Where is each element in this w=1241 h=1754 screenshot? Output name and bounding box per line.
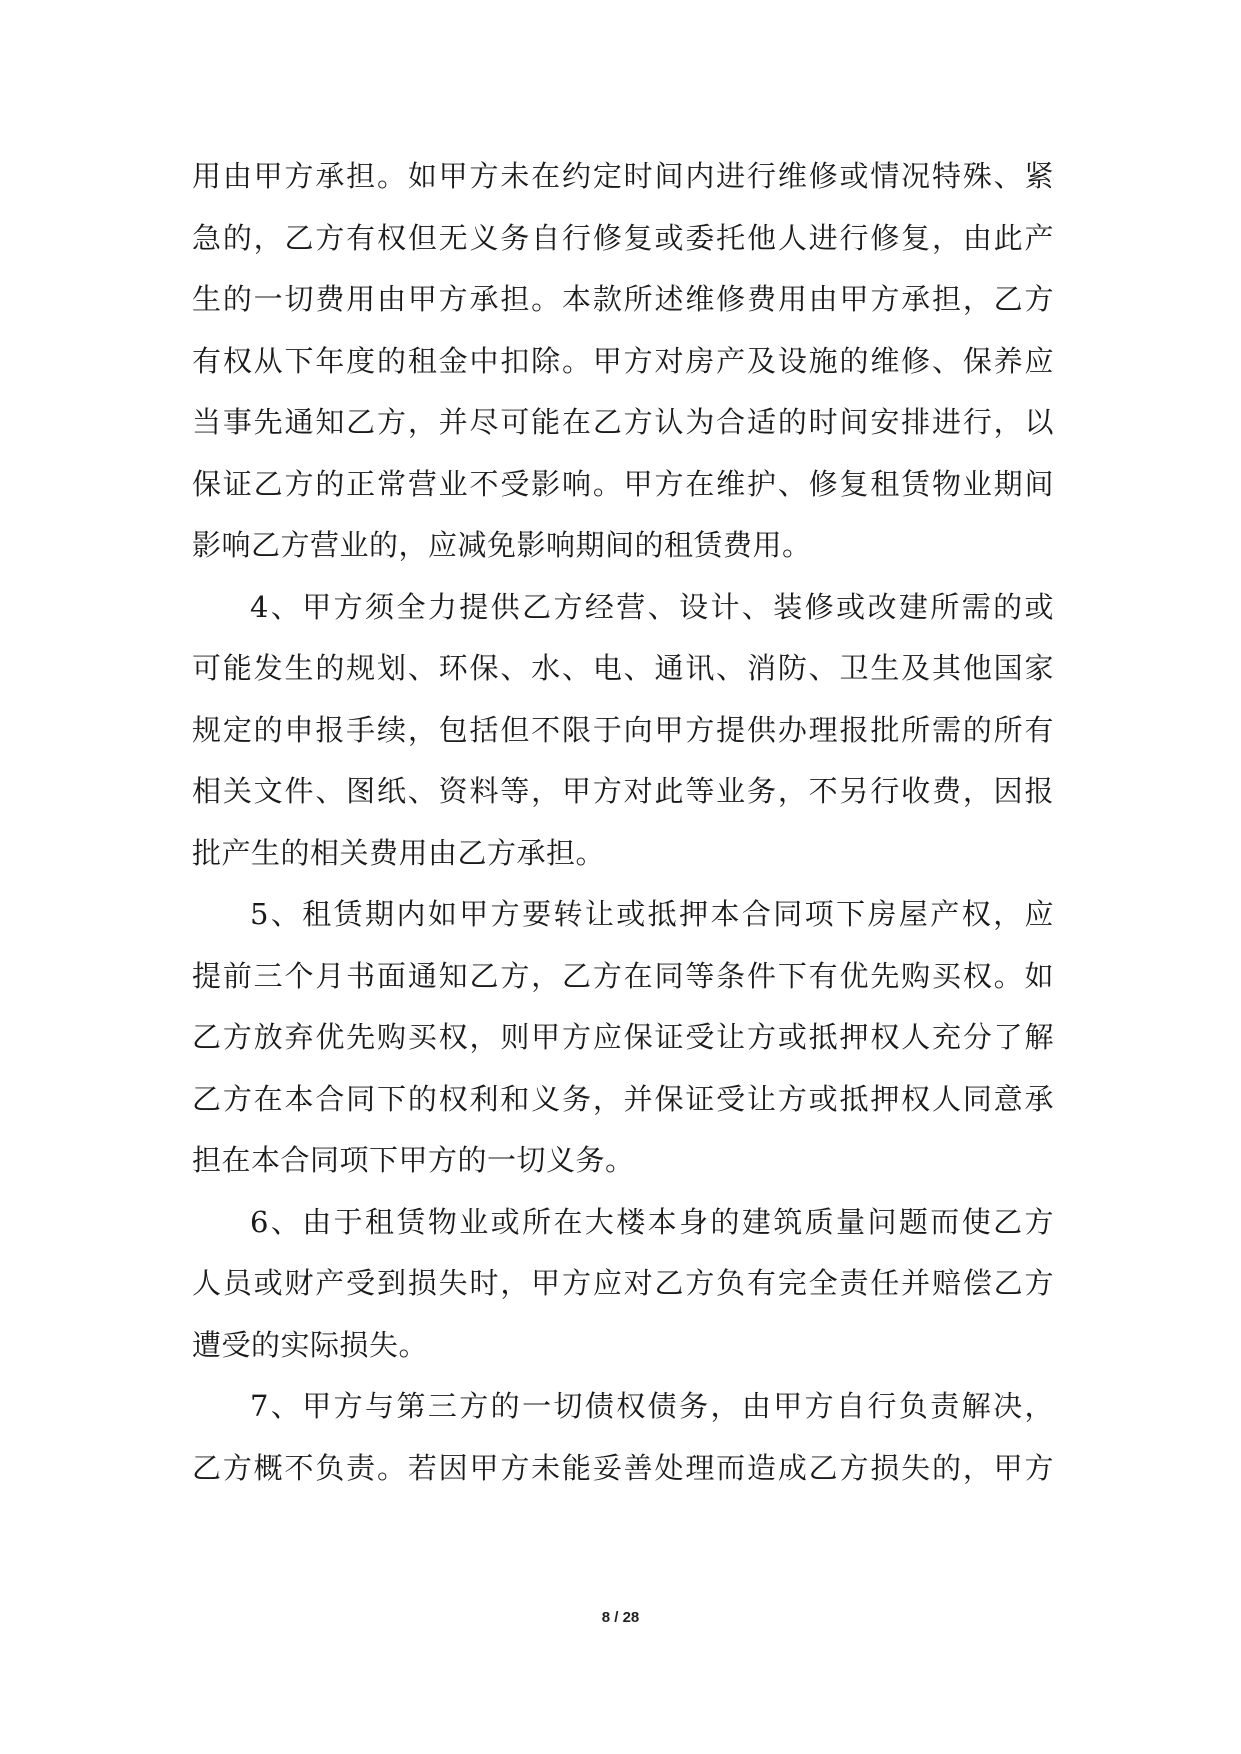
- text-line: 乙方概不负责。若因甲方未能妥善处理而造成乙方损失的，甲方: [192, 1450, 1054, 1485]
- body-text: [192, 146, 1054, 1499]
- text-line: 规定的申报手续，包括但不限于向甲方提供办理报批所需的所有: [192, 712, 1054, 747]
- text-line: 提前三个月书面通知乙方，乙方在同等条件下有优先购买权。如: [192, 958, 1054, 993]
- text-line: 乙方在本合同下的权利和义务，并保证受让方或抵押权人同意承: [192, 1081, 1054, 1116]
- text-line: 用由甲方承担。如甲方未在约定时间内进行维修或情况特殊、紧: [192, 159, 1054, 193]
- text-line: 乙方放弃优先购买权，则甲方应保证受让方或抵押权人充分了解: [192, 1020, 1054, 1054]
- text-line: 相关文件、图纸、资料等，甲方对此等业务，不另行收费，因报: [192, 774, 1054, 808]
- text-line: 批产生的相关费用由乙方承担。: [192, 835, 606, 870]
- text-line: 6、由于租赁物业或所在大楼本身的建筑质量问题而使乙方: [250, 1204, 1054, 1239]
- text-line: 有权从下年度的租金中扣除。甲方对房产及设施的维修、保养应: [192, 343, 1054, 378]
- text-line: 影响乙方营业的，应减免影响期间的租赁费用。: [192, 528, 812, 562]
- text-line: 保证乙方的正常营业不受影响。甲方在维护、修复租赁物业期间: [192, 466, 1054, 501]
- text-line: 4、甲方须全力提供乙方经营、设计、装修或改建所需的或: [250, 589, 1054, 624]
- text-line: 人员或财产受到损失时，甲方应对乙方负有完全责任并赔偿乙方: [192, 1266, 1054, 1300]
- page-number: 8 / 28: [601, 1609, 640, 1626]
- text-line: 当事先通知乙方，并尽可能在乙方认为合适的时间安排进行，以: [192, 405, 1054, 439]
- text-line: 5、租赁期内如甲方要转让或抵押本合同项下房屋产权，应: [250, 897, 1054, 931]
- text-line: 7、甲方与第三方的一切债权债务，由甲方自行负责解决，: [250, 1389, 1054, 1423]
- text-line: 可能发生的规划、环保、水、电、通讯、消防、卫生及其他国家: [192, 651, 1054, 685]
- text-line: 急的，乙方有权但无义务自行修复或委托他人进行修复，由此产: [192, 220, 1054, 255]
- text-line: 担在本合同项下甲方的一切义务。: [192, 1143, 635, 1177]
- text-line: 生的一切费用由甲方承担。本款所述维修费用由甲方承担，乙方: [192, 282, 1054, 316]
- text-line: 遭受的实际损失。: [192, 1327, 429, 1362]
